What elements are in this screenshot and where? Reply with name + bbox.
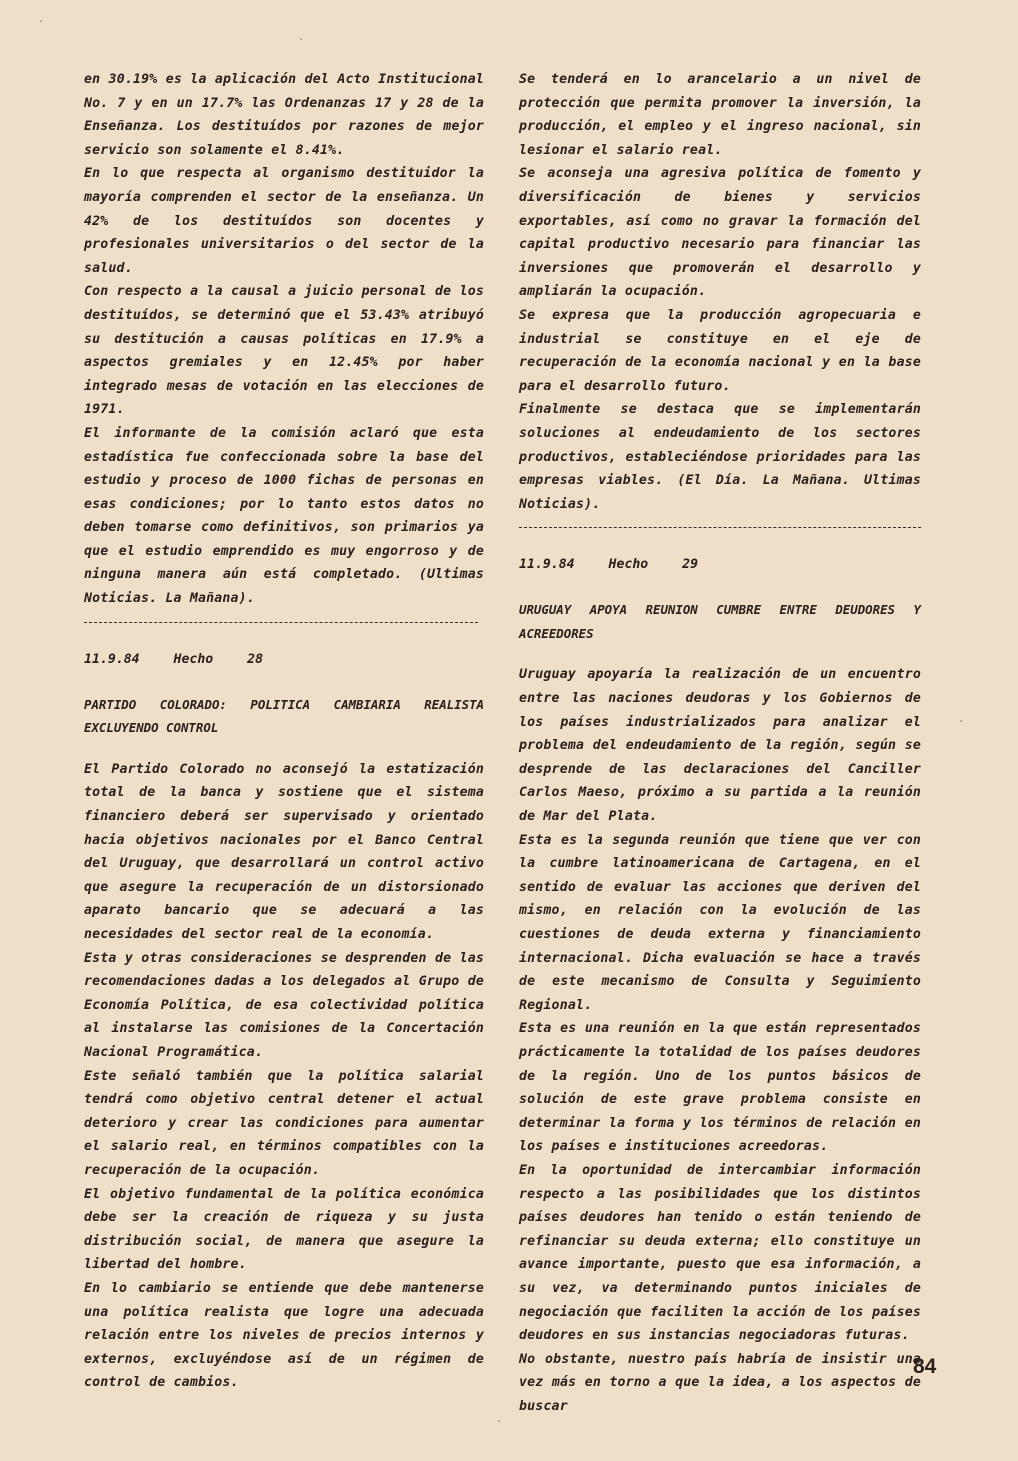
paper-speck — [300, 38, 302, 40]
page-number: 84 — [913, 1355, 937, 1378]
paper-speck — [960, 720, 962, 722]
article-body-hecho-28: El Partido Colorado no aconsejó la estatización total de la banca y sostiene que el sistema financiero deberá ser supervisado y orientado hacia objetivos nacionales por el Banco Central del Uruguay, que desarrollará un control activo que asegure la recuperación de un distorsionado aparato bancario que se adecuará a las necesidades del sector real de la economía. Esta y otras consideraciones se desprenden de las recomendaciones dadas a los delegados al Grupo de Economía Política, de esa colectividad política al instalarse las comisiones de la Concertación Nacional Programática. Este señaló también que la política salarial tendrá como objetivo central detener el actual deterioro y crear las condiciones para aumentar el salario real, en términos compatibles con la recuperación de la ocupación. El objetivo fundamental de la política económica debe ser la creación de riqueza y su justa distribución social, de manera que asegure la libertad del hombre. En lo cambiario se entiende que debe mantenerse una política realista que logre una adecuada relación entre los niveles de precios internos y externos, excluyéndose así de un régimen de control de cambios. — [84, 761, 484, 1391]
headline-uruguay-apoya: URUGUAY APOYA REUNION CUMBRE ENTRE DEUDORES Y ACREEDORES — [519, 602, 921, 641]
right-continuation-text: Se tenderá en lo arancelario a un nivel de protección que permita promover la inversión, la producción, el empleo y el ingreso nacional, sin lesionar el salario real. Se aconseja una agresiva política de fomento y diversificación de bienes y servicios exportables, así como no gravar la formación del capital productivo necesario para financiar las inversiones que promoverán el desarrollo y ampliarán la ocupación. Se expresa que la producción agropecuaria e industrial se constituye en el eje de recuperación de la economía nacional y en la base para el desarrollo futuro. Finalmente se destaca que se implementarán soluciones al endeudamiento de los sectores productivos, estableciéndose prioridades para las empresas viables. (El Día. La Mañana. Ultimas Noticias). — [519, 72, 921, 512]
left-continuation-text: en 30.19% es la aplicación del Acto Institucional No. 7 y en un 17.7% las Ordenanzas 17 y 28 de la Enseñanza. Los destituídos por razones de mejor servicio son solamente el 8.41%. En lo que respecta al organismo destituidor la mayoría comprenden el sector de la enseñanza. Un 42% de los destituídos son docentes y profesionales universitarios o del sector de la salud. Con respecto a la causal a juicio personal de los destituídos, se determinó que el 53.43% atribuyó su destitución a causas políticas en 17.9% a aspectos gremiales y en 12.45% por haber integrado mesas de votación en las elecciones de 1971. El informante de la comisión aclaró que esta estadística fue confeccionada sobre la base del estudio y proceso de 1000 fichas de personas en esas condiciones; por lo tanto estos datos no deben tomarse como definitivos, son primarios ya que el estudio emprendido es muy engorroso y de ninguna manera aún está completado. (Ultimas Noticias. La Mañana). — [84, 72, 484, 607]
headline-partido-colorado: PARTIDO COLORADO: POLITICA CAMBIARIA REALISTA EXCLUYENDO CONTROL — [84, 696, 484, 736]
left-column — [84, 68, 484, 1395]
dateline-hecho-29: 11.9.84 Hecho 29 — [519, 557, 699, 573]
article-body-hecho-29: Uruguay apoyaría la realización de un encuentro entre las naciones deudoras y los Gobiernos de los países industrializados para analizar el problema del endeudamiento de la región, según se desprende de las declaraciones del Canciller Carlos Maeso, próximo a su partida a la reunión de Mar del Plata. Esta es la segunda reunión que tiene que ver con la cumbre latinoamericana de Cartagena, en el sentido de evaluar las acciones que deriven del mismo, en relación con la evolución de las cuestiones de deuda externa y financiamiento internacional. Dicha evaluación se hace a través de este mecanismo de Consulta y Seguimiento Regional. Esta es una reunión en la que están representados prácticamente la totalidad de los países deudores de la región. Uno de los puntos básicos de solución de este grave problema consiste en determinar la forma y los términos de relación en los países e instituciones acreedoras. En la oportunidad de intercambiar información respecto a las posibilidades que los distintos países deudores han tenido o están teniendo de refinanciar su deuda externa; ello constituye un avance importante, puesto que esa información, a su vez, va determinando puntos iniciales de negociación que faciliten la acción de los países deudores en sus instancias negociadoras futuras. No obstante, nuestro país habría de insistir una vez más en torno a que la idea, a los aspectos de buscar — [519, 667, 921, 1414]
paper-speck — [498, 1420, 500, 1422]
dateline-hecho-28: 11.9.84 Hecho 28 — [84, 651, 264, 667]
paper-speck — [40, 20, 42, 22]
right-column — [519, 68, 921, 1418]
